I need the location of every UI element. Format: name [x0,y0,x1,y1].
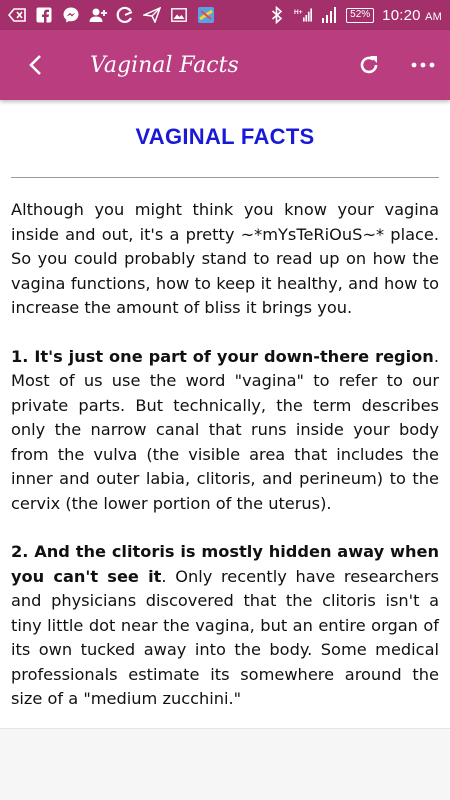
back-key-notification-icon [8,6,26,24]
back-button[interactable] [0,30,70,100]
messenger-icon [62,6,80,24]
svg-text:H+: H+ [294,9,303,17]
image-icon [170,6,188,24]
refresh-button[interactable] [342,30,396,100]
fact-paragraph-2 [11,540,439,712]
status-clock: 10:20 AM [382,6,442,24]
signal-strength-icon [320,6,338,24]
add-contact-icon [89,6,107,24]
fact-body-2: . Only recently have researchers and physicians discovered that the clitoris isn't a tiny little dot near the vagina, but an entire organ of its own tucked away into the body. Some medical professionals estimate its somewhere around the size of a "medium zucchini." [11,566,439,708]
article-content[interactable] [0,100,450,728]
fact-title-1: 1. It's just one part of your down-there region [11,346,434,366]
sync-arc-icon [116,6,134,24]
app-toolbar [0,30,450,100]
status-bar [0,0,450,30]
fact-title-2: 2. And the clitoris is mostly hidden away when you can't see it [11,542,439,586]
send-icon [143,6,161,24]
fact-paragraph-1 [11,345,439,517]
facebook-icon [35,6,53,24]
more-options-button[interactable] [396,30,450,100]
app-notification-icon [197,6,215,24]
heading-divider [11,177,439,178]
article-heading: VAGINAL FACTS [135,124,315,149]
refresh-icon [357,53,381,77]
bluetooth-icon [268,6,286,24]
more-vert-icon [411,61,435,69]
fact-body-1: . Most of us use the word "vagina" to refer to our private parts. But technically, the term describes only the narrow canal that runs inside your body from the vulva (the visible area that includes the inner and outer labia, clitoris, and perineum) to the cervix (the lower portion of the uterus). [11,346,439,513]
intro-paragraph: Although you might think you know your vagina inside and out, it's a pretty ~*mYsTeRiOuS~* place. So you could probably stand to read up on how the vagina functions, how to keep it healthy, and how to increase the amount of bliss it brings you. [11,200,439,317]
app-title: Vaginal Facts [90,52,239,78]
signal-hplus-icon [294,6,312,24]
bottom-banner-area [0,728,450,800]
arrow-left-icon [26,54,44,76]
battery-indicator: 52% [346,8,374,23]
